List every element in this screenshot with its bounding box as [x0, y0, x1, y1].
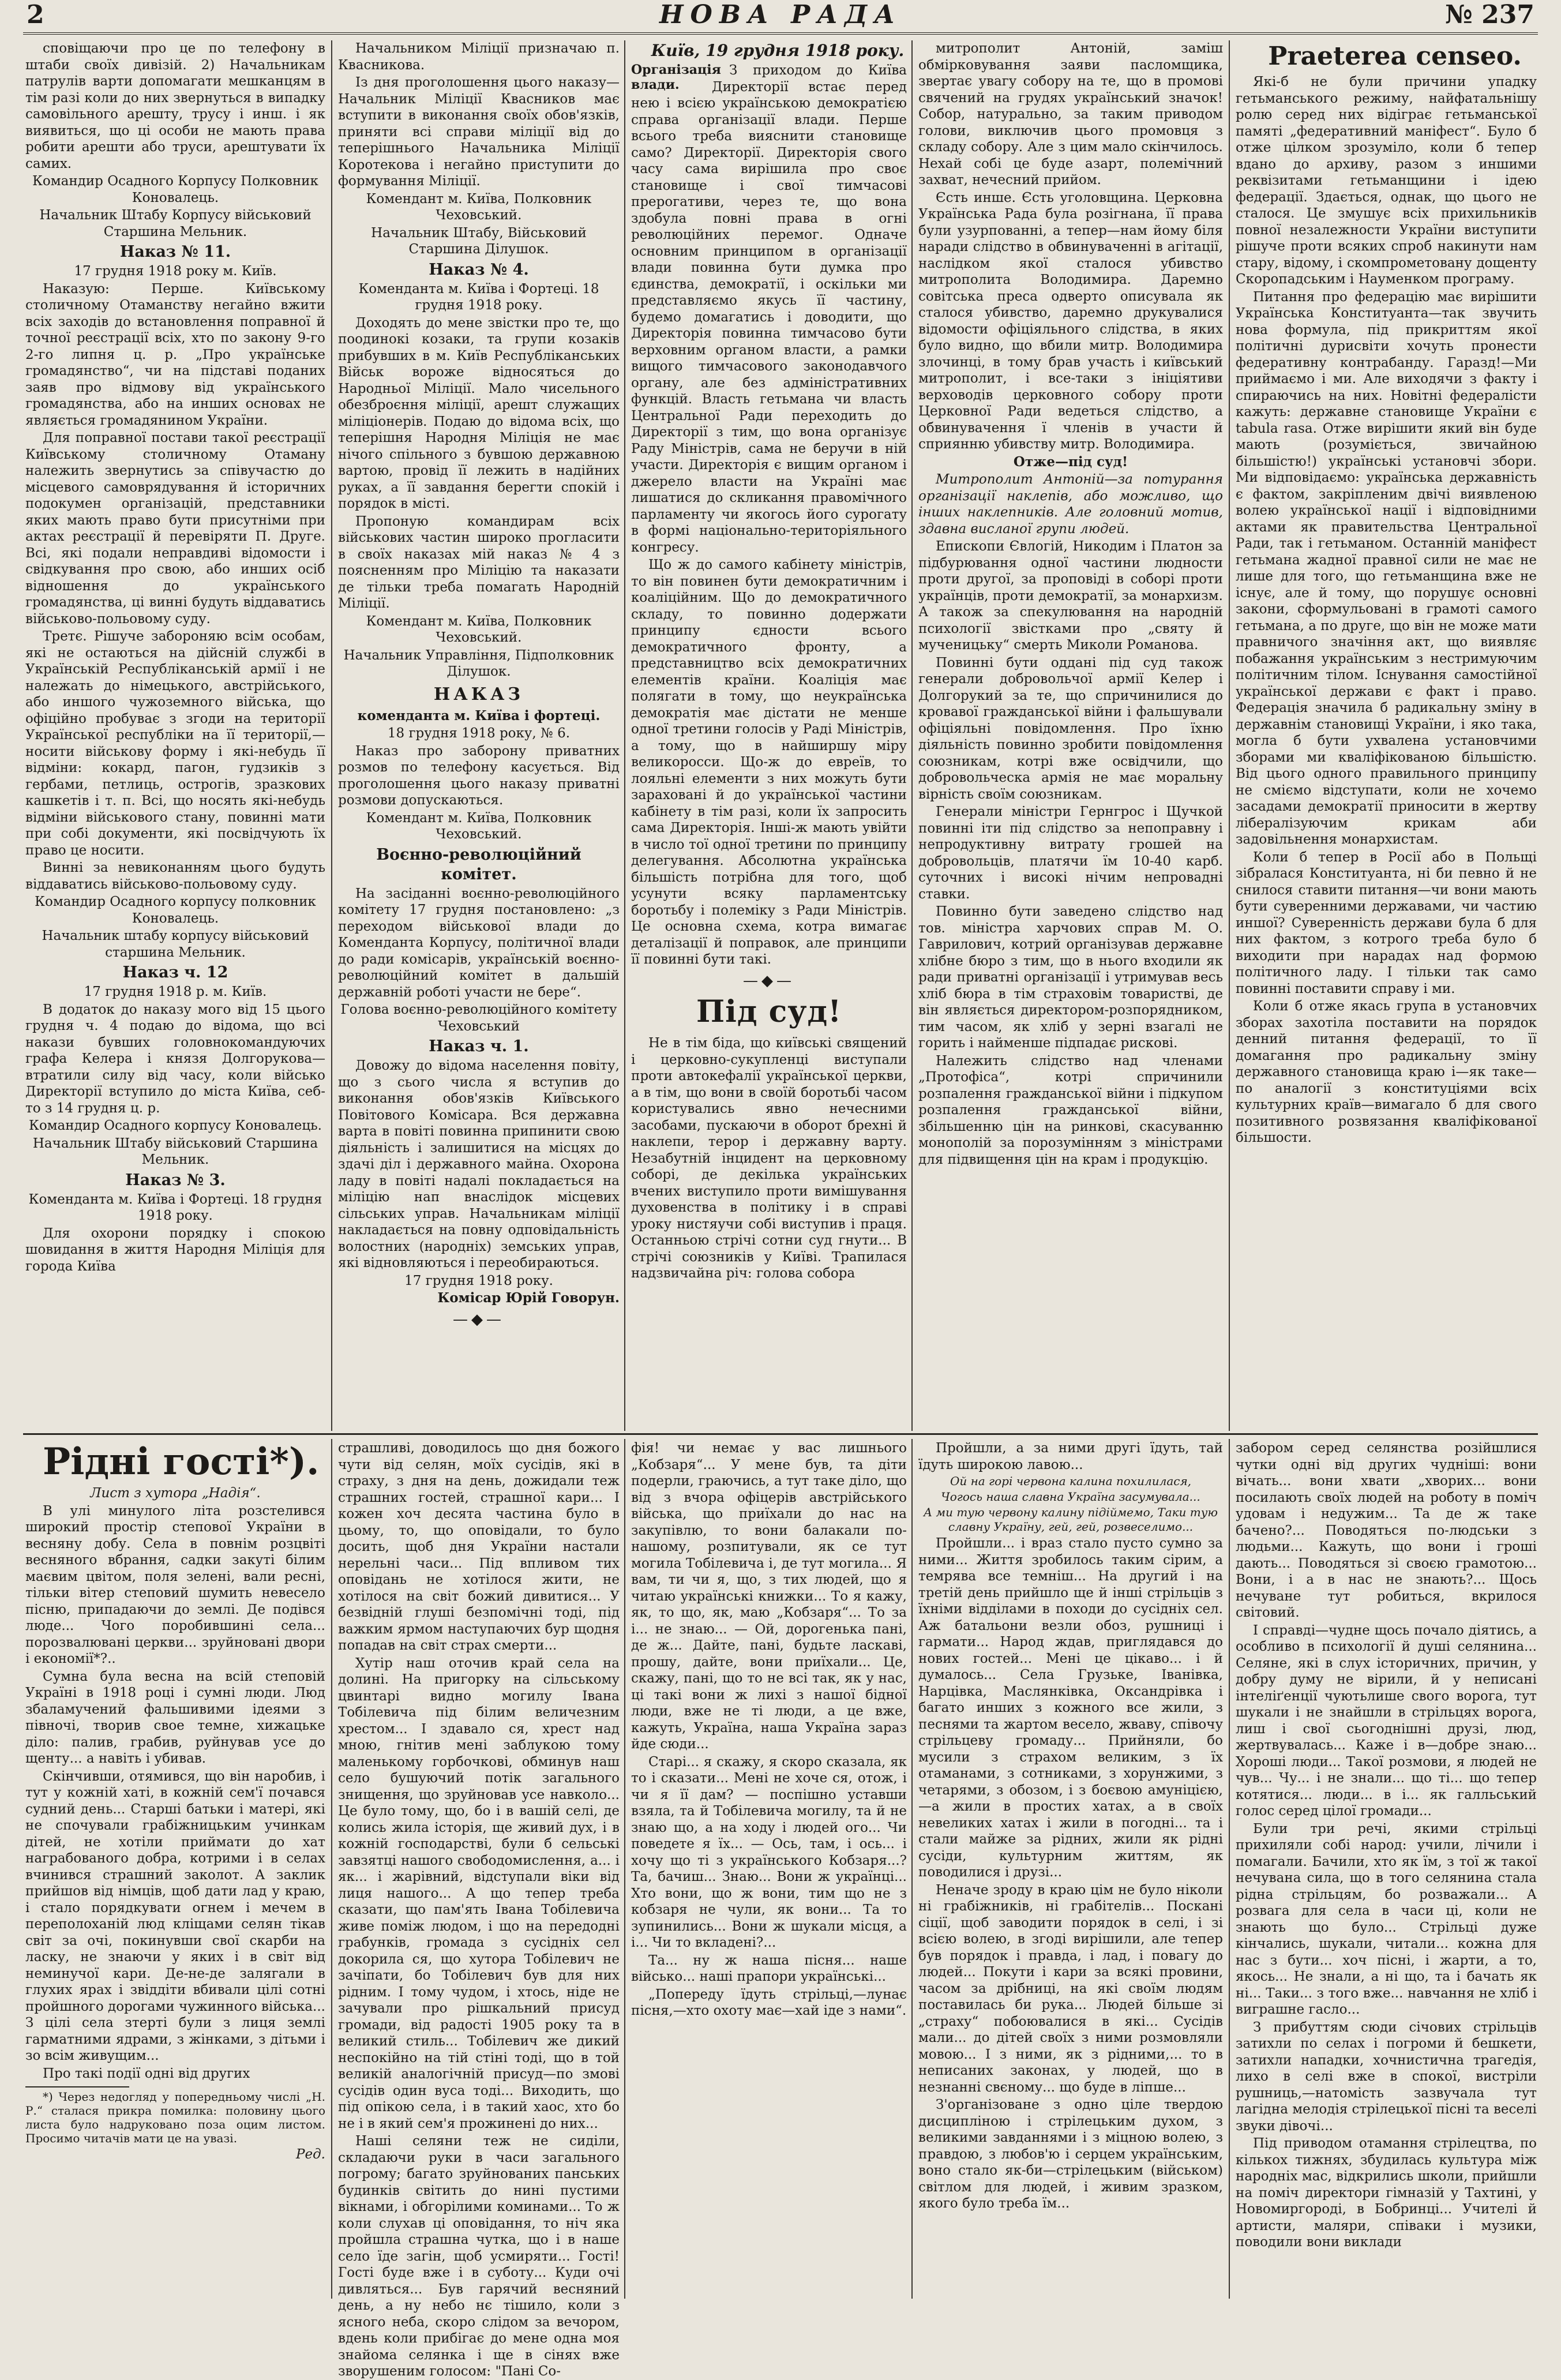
feuilleton-text: Про такі події одні від других	[43, 2066, 250, 2081]
order-1-date: 17 грудня 1918 року.	[404, 1273, 553, 1288]
feuilleton-text: З прибуттям сюди січових стрільців затихли по селах і погроми й бешкети, затихли нападки, хочнистична трагедія, лихо в селі вже в спокої, вистріли рушниць,—натомість зазвучала тут лагідна мелодія стрілецької пісні та веселі звуки дівочі...	[1236, 2019, 1537, 2134]
pid-sud-text: Генерали міністри Гернгрос і Щучкой повинні іти під слідство за непоправну і непродуктивну витрату грошей на добровольців, платячи їм 10-40 карб. суточних і високі нічим непровадні ставки.	[918, 804, 1223, 902]
column-praeterea	[1236, 40, 1537, 1425]
order-4-subtitle: Коменданта м. Київа і Фортеці. 18 грудня 1918 року.	[358, 281, 599, 313]
order-11-text: Для поправної постави такої реєстрації Київському столичному Отаману належить звернутись за співучастю до місцевого самоврядування й історичних подокумен організацій, представники яких мають право бути присутніми при актах реєстрації й перевіряти П. Друге. Всі, які подали неправдиві відомости і свідкування про свою, або инших осіб відношення до українського громадянства, ці винні будуть віддаватись військово-польовому суду.	[25, 430, 325, 627]
order-11-text: Винні за невиконанням цього будуть віддаватись військово-польовому суду.	[25, 860, 325, 892]
column-rule	[331, 40, 332, 1431]
column-orders-1	[25, 40, 325, 1425]
feuilleton-text: Під приводом отамання стрілецтва, по кількох тижнях, збудилась культура між народніх мас, відкрились школи, прийшли на поміч директори гімназій у Тахтині, у Новомиргороді, в Бобринці... Учителі й артисти, маляри, співаки і музики, поводили вони виклади	[1236, 2136, 1537, 2250]
signature: Комендант м. Київа, Полковник Чеховський.	[366, 810, 592, 842]
nakaz-date: 18 грудня 1918 року, № 6.	[387, 726, 571, 741]
praeterea-text: Коли б тепер в Росії або в Польщі зібралася Конституанта, ні би певно й не снилося ставити питання—чи вони мають бути суверенними державами, чи частию иншої? Суверенність держави була б для них фактом, з котрого треба було б виходити при нарадах над формою політичного ладу. І тільки так само повинні поставити справу і ми.	[1236, 849, 1537, 996]
masthead	[23, 0, 1538, 35]
feuilleton-text: І справді—чудне щось почало діятись, а особливо в психології й душі селянина... Селяне, які в слух історичних, причин, у добру думу не вірили, й у неписані інтеліґенції чуютьлише свого ворога, тут шукали і не знайшли в стрільцях ворога, лиш і свої сьогоднішні друзі, люд, жертвувалась... Каже і в—добре знаю... Хороші люди... Такої розмови, я людей не чув... Чу... і не знали... що ті... що тепер котятися... люди... в і... як галльський голос серед цілої громади...	[1236, 1622, 1537, 1819]
order-3-title: Наказ № 3.	[125, 1171, 226, 1189]
nakaz-subtitle: коменданта м. Київа і фортеці.	[357, 707, 601, 724]
rodni-gosti-subtitle: Лист з хутора „Надія“.	[90, 1486, 261, 1501]
order-12-title: Наказ ч. 12	[122, 964, 228, 981]
song-line: Чогось наша славна Україна засумувала...	[941, 1490, 1200, 1504]
feuilleton-text: забором серед селянства розійшлися чутки одні від других чудніші: вони вічать... вони хвати „хворих... вони посилають своїх людей на роботу в поміч удовам і недужим... Та де ж таке бачено?... Поводяться по-людськи з людьми... Кажуть, що вони і гроші дають... Поводяться зі своєю грамотою... Вони, і а в нас не знають?... Щось нечуване тут робиться, вкрилося світовий.	[1236, 1441, 1537, 1620]
feuilleton-text: страшливі, доводилось що дня божого чути від селян, моїх сусідів, які в страху, з дня на день, дожидали теж страшних гостей, страшної кари... І кожен хоч десята частина було в цьому, то, що оповідали, то було досить, щоб дня України настали нерельні часи... Під впливом тих оповідань не хотілося жити, не хотілося на світ божий дивитися... У безвідній глуші безпомічні тоді, під важким ярмом наступаючих бур щодня попадав на світ страх смерти...	[338, 1441, 620, 1653]
feuilleton-text: Хутір наш оточив край села на долині. На пригорку на сільському цвинтарі видно могилу Івана Тобілевича під білим величезним хрестом... І здавало ся, хрест над мною, гнітив мені заблукою тому маленькому горбочкові, обминув наш село бушуючий потік загального знищення, що зруйновав усе навколо... Це було тому, що, бо і в вашій селі, де колись жила історія, ще живий дух, і в кожній господарстві, були б сельські завзятці нашого свободомислення, а... і як... і жарівний, відступали віки від лиця нашого... А що тепер треба сказати, що пам'ять Івана Тобілевича живе поміж людом, і що на передодні грабунків, громада з сусідніх сел докорила ся, що хутора Тобілевич не зачіпати, бо Тобілевич був для них рідним. І тому чудом, і хтось, ніде не зачували про рішкальний присуд громади, від радості 1905 року та в великий стиль... Тобілевич же дикий неспокійно на тій стіні тоді, що в той великій аналогічній присуд—по змові сусідів один вуса тоді... Виходить, що під опікою села, і в такий хаос, хто бо не і в який сем'я прожинені до них...	[338, 1655, 620, 2131]
signature: Начальник Штабу військовий Старшина Мельник.	[32, 1135, 318, 1167]
praeterea-text: Які-б не були причини упадку гетьманського режиму, найфатальнішу ролю серед них відіграє гетьманської памяті „федеративний маніфест“. Було б отже цілком зрозуміло, коли б тепер вдано до архиву, разом з иншими реквізитами гетьманщини і ідею федерації. Здається, однак, що цього не сталося. Це змушує всіх прихильників повної незалежности України виступити рішуче проти всяких спроб накинути нам стару, відому, і скомпрометовану дощенту Скоропадським і Науменком програму.	[1236, 74, 1537, 287]
footnote-signature: Ред.	[296, 2147, 325, 2162]
feuilleton-text: З'організоване з одно ціле твердою дисципліною і стрілецьким духом, з великими завданнями і з міцною волею, з правдою, з любов'ю і серцем українським, воно стало як-би—стрілецьким (військом) світлом для людей, і живим зразком, якого було треба їм...	[918, 2097, 1223, 2211]
signature: Начальник Управління, Підполковник Ділушок.	[343, 647, 614, 679]
pid-sud-text: Повинно бути заведено слідство над тов. міністра харчових справ М. О. Гаврилович, котрий організував державне хлібне бюро з тим, що в нього входили як ради приватні організації і утримував весь хліб бюра в тім страховім товаристві, де він являється директором-розпорядником, тим часом, як хліб у зерні взагалі не горить і найменше підпадає рискові.	[918, 904, 1223, 1051]
order-11-text: Наказую: Перше. Київському столичному Отаманству негайно вжити всіх заходів до встановлення поправної й точної реєстрації всіх, хто по закону 9-го 2-го липня ц. р. „Про українське громадянство“, чи на підставі поданих заяв про відмову від українського громадянства, або на инших основах не являється громадянином України.	[25, 281, 325, 428]
nakaz-text: Наказ про заборону приватних розмов по телефону касується. Від проголошення цього наказу приватні розмови допускаються.	[338, 743, 620, 808]
feuilleton-text: Були три речі, якими стрільці прихиляли собі народ: учили, лічили і помагали. Бачили, хто як їм, з тої ж такої нечувана сила, що в того селянина стала рідна стрільцям, бо розважали... А розвага для села в часи ці, коли не знають що було... Стрільці дуже кінчались, шукали, читали... кожна для нас з бути... хоч пісні, і жарти, а то, якось... Не знали, а ні що, та і бачать як ні... Таки... з того вже... навчання не хліб і виграшне гасло...	[1236, 1821, 1537, 2017]
order-11-title: Наказ № 11.	[119, 243, 231, 261]
vrk-text: На засіданні воєнно-революційного комітету 17 грудня постановлено: „з переходом військової влади до Коменданта Корпусу, політичної влади до ради комісарів, українській воєнно-революційний комітет в дальшій державній роботі участи не бере“.	[338, 886, 620, 1000]
pid-sud-text: Повинні бути оддані під суд також генерали добровольчої армії Келер і Долгорукий за те, що спричинилися до кровавої гражданської війни і фальшували офіціяльні повідомлення. Про їхню діяльність повинно зробити повідомлення союзникам, котрі вже освідчили, що добровольческа армія не має моральну вірність своїм союзникам.	[918, 655, 1223, 802]
nakaz-title: НАКАЗ	[433, 684, 524, 704]
pid-sud-text: митрополит Антоній, заміш обмірковування заяви пасломщика, звертає увагу собору на те, що в промові свячений на грудях український значок! Собор, натурально, за таким приводом голови, виключив цього промовця з складу собору. Але з цим мало скінчилось. Нехай собі це буде азарт, полемічний захват, нечесний прийом.	[918, 41, 1223, 188]
ornament-divider: —◆—	[743, 972, 795, 990]
signature: Комісар Юрій Говорун.	[437, 1290, 620, 1306]
pid-sud-text: Отже—під суд!	[1013, 453, 1128, 470]
column-rule	[1229, 40, 1230, 1431]
vrk-title: Воєнно-революційний комітет.	[376, 845, 581, 883]
pid-sud-text: Митрополит Антоній—за потурання організації наклепів, або можливо, що інших наклепників. Але головний мотив, здавна висланої групи людей.	[918, 472, 1223, 537]
order-3-text: Для охорони порядку і спокою шовидання в життя Народня Міліція для города Київа	[25, 1225, 325, 1274]
side-heading: Організація влади.	[631, 62, 721, 92]
praeterea-text: Питання про федерацію має вирішити Українська Конституанта—так звучить нова формула, під прикриттям якої політичні дурисвіти хочуть пронести федеративну контрабанду. Гаразд!—Ми приймаємо і ми. Але виходячи з факту і спираючись на них. Новітні федералісти кажуть: державне становище України є tabula rasa. Отже вирішити який він буде мають (розуміється, звичайною більшістю!) українські установчі збори. Ми відповідаємо: українська державність є фактом, закріпленим двічі виявленою волею української нації і відповідними актами як правительства Центральної Ради, так і гетьманом. Останній маніфест гетьмана жадної правної сили не має не лише для того, що гетьманщина вже не існує, але й тому, що порушує основні закони, сформульовані в грамоті самого гетьмана, а по друге, що він не може мати правничого значіння акт, що виявляє побажання українським з нестримуючим політичним тілом. Існування самостійної української держави є факт і право. Федерація значила б радикальну зміну в державнім становищі України, і яко така, могла б бути ухвалена установчими зборами ми кваліфікованою більшістю. Від цього одного правильного принципу не сміємо відступати, коли не хочемо засадами демократії приносити в жертву лібералізуючим крикам аби задовільнення монархистам.	[1236, 289, 1537, 847]
militia-text: Начальником Міліції призначаю п. Квасникова.	[338, 41, 620, 73]
order-1-text: Довожу до відома населення повіту, що з сього числа я вступив до виконання обов'язків Київського Повітового Комісара. Вся державна варта в повіті повинна припинити свою діяльність і залишитися на місцях до здачі діл і державного майна. Охорона ладу в повіті надалі покладається на міліцію нап внаслідок місцевих сільських управ. Начальникам міліції накладається на повну одповідальність волостних (народніх) земських управ, які відновляються і переобираються.	[338, 1058, 620, 1270]
newspaper-title: НОВА РАДА	[659, 0, 902, 29]
signature: Начальник штабу корпусу військовий старшина Мельник.	[42, 928, 309, 960]
section-divider	[23, 1433, 1538, 1435]
column-pid-sud	[918, 40, 1223, 1425]
feuilleton-column-2	[338, 1440, 620, 2379]
column-rule	[1229, 1439, 1230, 2299]
order-intro: сповіщаючи про це по телефону в штаби своїх дивізій. 2) Начальникам патрулів варти допомагати мешканцям в тім разі коли до них звернуться в випадку самовільного арешту, трусу і инш. і як виявиться, що ці особи не мають права робити арешти або труси, арештувати їх самих.	[25, 41, 325, 171]
editorial-text: Організація влади. З приходом до Київа Директорії встає перед нею і всією українською демократією справа організації влади. Перше всього треба вияснити становище само? Директорії. Директорія свого часу сама вирішила про своє становище і свої тимчасові прерогативи, через те, що вона здобула повні права в огні революційних перемог. Одначе основним принципом в організації влади повинна бути думка про єдинства, демократії, і оскільки ми представляємо якусь її частину, будемо домагатись і доводити, що Директорія повинна тимчасово бути верховним органом власти, а рамки вищого тимчасового законодавчого органу, але без адміністративних функцій. Власть гетьмана чи власть Центральної Ради переходить до Директорії з тим, що вона організує Раду Міністрів, сама не беручи в ній участи. Директорія є вищим органом і джерело власти на Україні має лишатися до скликання правомічного парламенту чи якогось його сурогату в формі національно-територіяльного конгресу.	[631, 62, 907, 555]
issue-number: № 237	[1445, 0, 1534, 29]
order-1-title: Наказ ч. 1.	[429, 1037, 529, 1055]
militia-text: Із дня проголошення цього наказу—Начальник Міліції Квасников має вступити в виконання своїх обов'язків, приняти всі справи міліції від до теперішнього Начальника Міліції Коротекова і негайно приступити до формування Міліції.	[338, 75, 620, 189]
signature: Командир Осадного корпусу полковник Коновалець.	[35, 894, 316, 926]
footnote: *) Через недогляд у попередньому числі „Н. Р.“ сталася прикра помилка: половину цього листа було надруковано поза оцим листом. Просимо читачів мати це на увазі.	[25, 2090, 325, 2145]
order-3-subtitle: Коменданта м. Київа і Фортеці. 18 грудня 1918 року.	[28, 1191, 322, 1223]
feuilleton-text: Пройшли, а за ними другі їдуть, тай їдуть широкою лавою...	[918, 1441, 1223, 1472]
editorial-text: Що ж до самого кабінету міністрів, то він повинен бути демократичним і коаліційним. Що до демократичного складу, то повинно додержати принципу єдности всього демократичного фронту, а представництво всіх демократичних елементів країни. Коаліція має полягати в тому, що неукраїнська демократія має дістати не менше одної третини голосів у Раді Міністрів, а тому, що в найширшу міру великоросси. Що-ж до евреїв, то лояльні елементи з них можуть бути зараховані й до української частини кабінету в тім разі, коли їх запросить сама Директорія. Інші-ж мають увійти в число тої одної третини по принципу делегування. Абсолютна українська більшість потрібна для того, щоб усунути всяку парламентську боротьбу і полеміку з Ради Міністрів. Це основна схема, котра вимагає деталізації й поправок, але принципи її повинні бути такі.	[631, 557, 907, 967]
signature: Комендант м. Київа, Полковник Чеховський.	[366, 613, 592, 645]
feuilleton-text: Старі... я скажу, я скоро сказала, як то і сказати... Мені не хоче ся, отож, і чи я її дам? — поспішно уставши взяла, та й Тобілевича могилу, та й не знаю що, а на ходу і людей ого... Чи поведете я їх... — Ось, там, і ось... і хочу що ті з українського Кобзаря...? Та, бачиш... Знаю... Вони ж українці... Хто вони, що ж вони, тим що не з кобзаря не чули, як вони... Та то зупинились... Вони ж шукали місця, а і... Чи то вкладені?...	[631, 1754, 907, 1950]
order-11-text: Третє. Рішуче забороняю всім особам, які не остаються на дійсній службі в Українській Республіканській армії і не належать до німецького, австрійського, або иншого чужоземного війська, що офіційно пробуває з згоди на території Української республіки на її території,—носити військову форму і які-небудь її відміни: кокард, пагон, гудзиків з гербами, петлиць, острогів, зразкових кашкетів і т. п. Всі, що носять які-небудь відміни військового стану, повинні мати при собі документи, які посвідчують їх право це носити.	[25, 629, 325, 858]
column-rule	[911, 40, 913, 1431]
signature: Комендант м. Київа, Полковник Чеховський.	[366, 191, 592, 223]
song-line: Ой на горі червона калина похилилася,	[950, 1474, 1192, 1488]
ornament-divider: —◆—	[453, 1310, 505, 1328]
order-12-date: 17 грудня 1918 р. м. Київ.	[84, 984, 267, 999]
pid-sud-title: Під суд!	[696, 994, 842, 1029]
signature: Голова воєнно-революційного комітету Чеховський	[340, 1002, 617, 1034]
feuilleton-text: Та... ну ж наша пісня... наше військо... наші прапори українські...	[631, 1952, 907, 1984]
signature: Командир Осадного корпусу Коновалець.	[29, 1118, 322, 1133]
order-4-text: Доходять до мене звістки про те, що поодинокі козаки, та групи козаків прибувших в м. Київ Республіканських Військ вороже відносяться до Народньої Міліції. Мало чисельного обезброєння міліції, арешт служащих міліціонерів. Подаю до відома всіх, що теперішня Народня Міліція не має нічого спільного з бувшою державною вартою, провід її лежить в надійних руках, а її завдання берегти спокій і порядок в місті.	[338, 315, 620, 511]
feuilleton-text: Сумна була весна на всій степовій Україні в 1918 році і сумні люди. Люд збаламучений фальшивими ідеями з півночі, творив свое темне, хижацьке діло: палив, грабив, руйнував усе до щенту... а навіть і убивав.	[25, 1669, 325, 1766]
signature: Командир Осадного Корпусу Полковник Коновалець.	[32, 174, 318, 205]
pid-sud-text: Не в тім біда, що київські священий і церковно-сукупленці виступали проти автокефалії української церкви, а в тім, що вони в своїй боротьбі часом користувались явно нечесними засобами, пускаючи в оборот брехні й наклепи, терор і державну варту. Незабутній інцидент на церковному соборі, де декілька українських вчених виступило проти вимішування духовенства в політику і в справі уроку нистяучи собі виступив і праця. Останньою стрічі сотни суд гнути... В стрічі союзників у Київі. Трапилася надзвичайна річ: голова собора	[631, 1036, 907, 1281]
column-rule	[624, 40, 625, 1431]
rodni-gosti-title: Рідні гості*).	[43, 1440, 320, 1483]
feuilleton-column-3	[631, 1440, 907, 2294]
feuilleton-text: В улі минулого літа розстелився широкий простір степової України в весняну добу. Села в повнім розцвіті весняного вбрання, садки закуті білим маєвим цвітом, поля зелені, вали ресні, тільки вітер степовий шумить невесело пісню, припадаючи до землі. Де подівся люде... Чого поробившині села... порозвалювані церкви... зруйновані двори і економії*?..	[25, 1503, 325, 1666]
feuilleton-text: Неначе зроду в краю цім не було ніколи ні грабіжників, ні грабітелів... Поскані сіції, щоб заводити порядок в селі, і зі всією волею, в згоді вирішили, але тепер був порядок і правда, і лад, і повагу до людей... Покути і кари за всякі провини, часом за дрібниці, на які своїм людям поставилась би рука... Людей більше зі „страху“ побоювалися в які... Сусідів мали... до дітей своїх з ними розмовляли мовою... І з ними, як з рідними,... то в неписаних законах, у людей, що в незнанні свєному... що буде в ліпше...	[918, 1882, 1223, 2095]
feuilleton-text: „Попереду їдуть стрільці,—лунає пісня,—хто охоту має—хай іде з нами“.	[631, 1987, 907, 2018]
praeterea-title: Praeterea censeo.	[1268, 42, 1522, 71]
pid-sud-text: Належить слідство над членами „Протофіса“, котрі спричинили розпалення гражданської війни і підкупом розпалення гражданської війни, збільшенню цін на ринкові, скасуванню монополій за порозумінням з міністрами для підвищення цін на крам і продукцію.	[918, 1053, 1223, 1167]
order-4-text: Пропоную командирам всіх військових частин широко прогласити в своїх наказах мій наказ № 4 з поясненням про Міліцію та наказати де тільки треба помагать Народній Міліції.	[338, 514, 620, 611]
column-editorial	[631, 40, 907, 1425]
feuilleton-text: Наші селяни теж не сиділи, складаючи руки в часи загального погрому; багато зруйнованих панських будинків світить до нині пустими вікнами, і обгорілими коминами... То ж коли слухав ці оповідання, то ніч яка пройшла страшна чутка, що і в наше село їде загін, щоб усмиряти... Гості! Гості буде вже і в суботу... Куди очі дивляться... Був гарячий весняний день, а ну небо нє тішило, коли з ясного неба, скоро слідом за вечором, вдень коли прибігає до мене одна моя знайома селянка і ще в сінях вже зворушеним голосом: "Пані Со-	[338, 2134, 620, 2379]
editorial-dateline: Київ, 19 грудня 1918 року.	[651, 41, 905, 60]
feuilleton-text: Пройшли... і враз стало пусто сумно за ними... Життя зробилось таким сірим, а темрява все темніш... На другий і на третій день прийшло ще й інші стрільців з їхніми відділами в походи до сусідніх сел. Аж батальони везли обоз, рушниці і гармати... Народ ждав, приглядався до нових гостей... Мені це цікаво... і й думалось... Села Грузьке, Іванівка, Нарцівка, Маслянківка, Оксандрівка і багато инших з кожного все жили, з песнями та жартом весело, жваву, співочу стрільцеву громаду... Прийняли, бо мусили з страхом великим, з їх отаманами, з сотниками, з хорунжими, з четарями, з обозом, і з боєвою амуніцією,—а жили в простих хатах, а в своїх невеликих хатах і жили в погодні... та і стали майже за рідних, жили як рідні сусіди, культурним життям, як поводилися і друзі...	[918, 1536, 1223, 1880]
footnote-rule	[25, 2086, 129, 2087]
column-rule	[624, 1439, 625, 2299]
song-line: А ми тую червону калину підіймемо, Таки тую славну Україну, гей, гей, розвеселимо...	[924, 1505, 1218, 1534]
column-rule	[331, 1439, 332, 2299]
column-orders-2	[338, 40, 620, 1425]
feuilleton-column-1	[25, 1440, 325, 2294]
signature: Начальник Штабу, Військовий Старшина Ділушок.	[371, 225, 587, 257]
feuilleton-text: фія! чи немає у вас лишнього „Кобзаря“... У мене був, та діти подерли, граючись, а тут таке діло, що від з вчора офіцерів австрійського війська, що приїхали до нас на закупівлю, то вони балакали по-нашому, розпитували, як се тут могила Тобілевича і, де тут могила... Я вам, ти чи я, що, з тих людей, що я читаю українські книжки... То я кажу, як, то що, як, маю „Кобзаря“... То за і... не знаю... — Ой, дорогенька пані, де ж... Дайте, пані, будьте ласкаві, прошу, дайте, вони приїхали... Це, скажу, пані, що то не всі так, як у нас, ці такі вони ж лихі з нашої бідної люди, вже не ті люди, а це вже, кажуть, Україна, наша Україна зараз йде сюди...	[631, 1441, 907, 1752]
feuilleton-column-4	[918, 1440, 1223, 2294]
feuilleton-column-5	[1236, 1440, 1537, 2294]
feuilleton-text: Скінчивши, отямився, що він наробив, і тут у кожній хаті, в кожній сем'ї почався судний день... Старші батьки і матері, які не спочували грабіжницьким учинкам дітей, не хотіли приймати до хат награбованого добра, котрими і в селах вчинився страшний заколот. А заклик прийшов від німців, щоб дати лад у краю, і стало порядкувати огнем і мечем в переполоханій люд кліщами селян тікав світ за очі, покинувши свої скарби на ласку, не знаючи у яких і в світ від неминучої кари. Де-не-де залягали в глухих ярах і звіддіти вбивали цілі сотні пройшного дорогами чужинного війська... З цілі села зтерті були з лиця землі гарматними ядрами, з жінками, з дітьми і зо всім живущим...	[25, 1768, 325, 2063]
signature: Начальник Штабу Корпусу військовий Старшина Мельник.	[39, 208, 312, 239]
page-number: 2	[27, 0, 44, 29]
order-12-text: В додаток до наказу мого від 15 цього грудня ч. 4 подаю до відома, що всі накази бувших головнокомандуючих графа Келера і князя Долгорукова—втратили силу від часу, коли військо Директорії вступило до міста Київа, себ-то з 14 грудня ц. р.	[25, 1002, 325, 1116]
praeterea-text: Коли б отже якась група в установчих зборах захотіла поставити на порядок денний питання федерації, то її домагання про радикальну зміну державного становища краю і—як таке—по аналогії з конституціями всіх культурних країв—вимагало б для свого позитивного розвязання кваліфікованої більшости.	[1236, 999, 1537, 1145]
order-11-date: 17 грудня 1918 року м. Київ.	[74, 264, 277, 279]
order-4-title: Наказ № 4.	[429, 260, 529, 279]
pid-sud-text: Єсть инше. Єсть уголовщина. Церковна Українська Рада була розігнана, її права були узурпованні, а тепер—нам йому біля наради слідство в обвинуваченні в агітації, наслідком якої сталося убивство митрополита Володимира. Даремно совітська преса одверто описувала як сталося убивство, даремно друкувалися відомости офіціяльного слідства, в яких було видно, що вбили митр. Володимира злочинці, в тому брав участь і київський митрополит, і все-таки з ініціятиви верховодів церковного собору проти Церковної Ради ведеться слідство, а обвинувачення ї членів в участи й сприянню убивству митр. Володимира.	[918, 190, 1223, 452]
pid-sud-text: Епископи Євлогій, Никодим і Платон за підбурювання одної частини людности проти другої, за проповіді в соборі проти українців, проти демократії, за монархизм. А також за спекулювання на народній психології звістками про „святу й мученицьку“ смерть Миколи Романова.	[918, 539, 1223, 653]
column-rule	[911, 1439, 913, 2299]
